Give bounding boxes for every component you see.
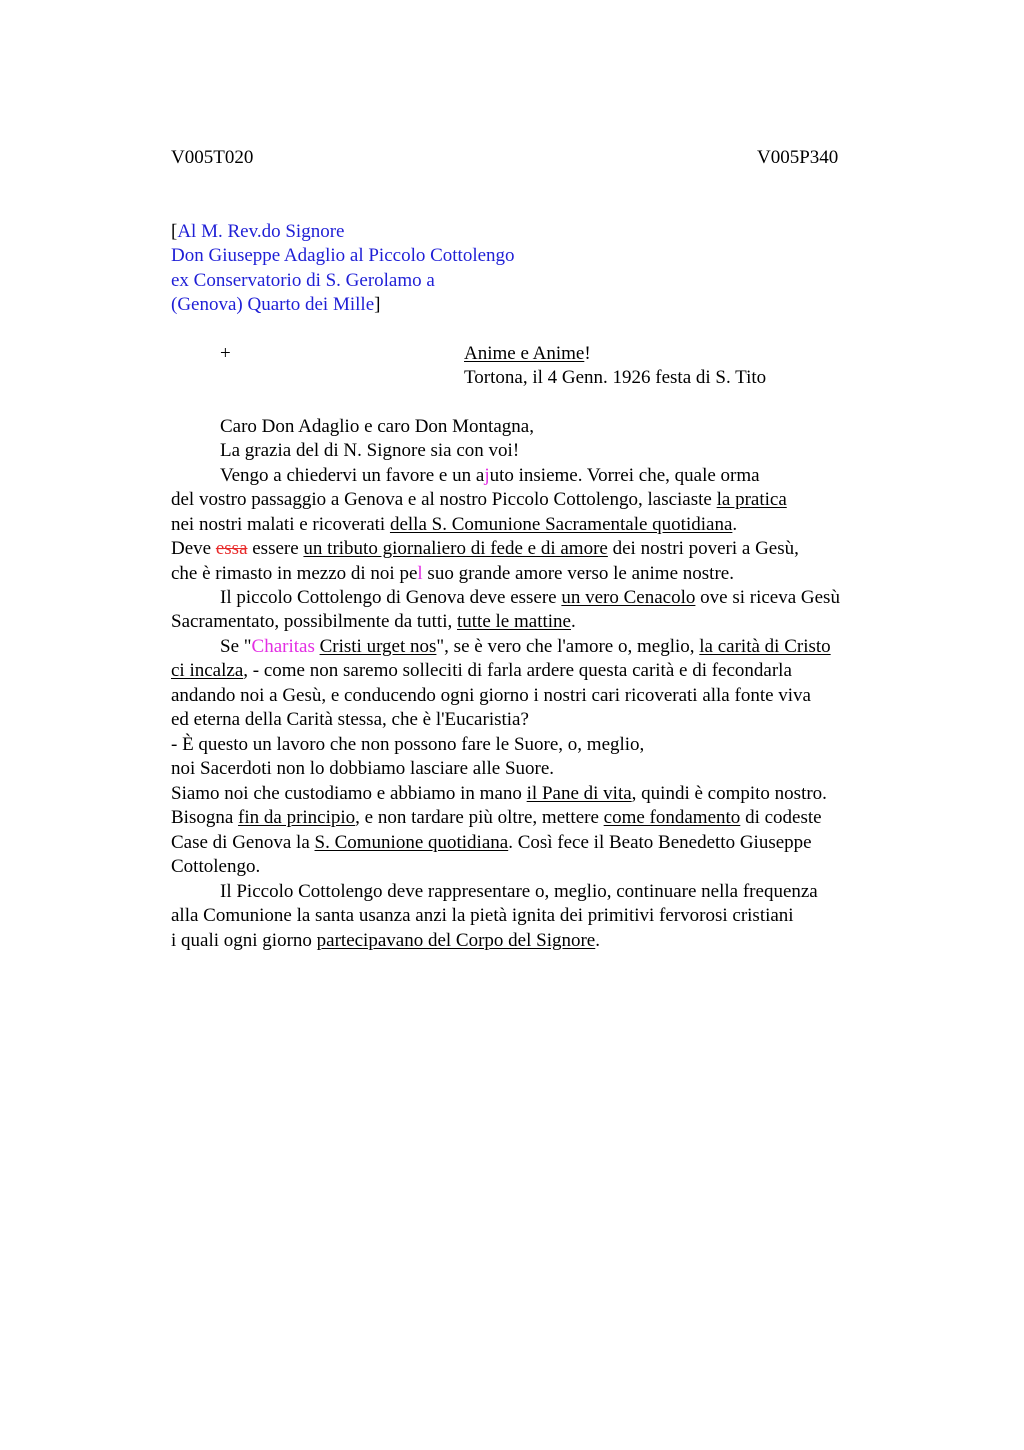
text-run: , quindi è compito nostro. <box>631 783 827 804</box>
text-run: Sacramentato, possibilmente da tutti, <box>171 611 457 632</box>
body-line <box>220 586 840 610</box>
body-line: Cottolengo. <box>171 856 261 877</box>
address-close-bracket: ] <box>374 294 381 315</box>
text-run: . Così fece il Beato Benedetto Giuseppe <box>508 832 812 853</box>
text-run: Vengo a chiedervi un favore e un a <box>220 465 485 486</box>
body-line <box>220 635 831 659</box>
body-line: noi Sacerdoti non lo dobbiamo lasciare alle Suore. <box>171 758 555 779</box>
salutation: Caro Don Adaglio e caro Don Montagna, <box>220 416 534 437</box>
document-code: V005T020 <box>171 147 254 168</box>
body-line: andando noi a Gesù, e conducendo ogni giorno i nostri cari ricoverati alla fonte viva <box>171 685 811 706</box>
place-date: Tortona, il 4 Genn. 1926 festa di S. Tito <box>464 367 767 388</box>
body-line <box>171 831 812 855</box>
text-run: essere <box>247 538 304 559</box>
deleted-word: essa <box>215 538 248 559</box>
underlined-phrase: fin da principio <box>238 807 356 828</box>
text-run: del vostro passaggio a Genova e al nostro Piccolo Cottolengo, lasciaste <box>171 489 717 510</box>
underlined-phrase: un vero Cenacolo <box>561 587 696 608</box>
text-run: i quali ogni giorno <box>171 930 317 951</box>
address-line-3: ex Conservatorio di S. Gerolamo a <box>171 270 435 291</box>
text-run: ove si riceva Gesù <box>695 587 840 608</box>
corrected-letter: l <box>417 563 423 584</box>
text-run: . <box>570 611 576 632</box>
motto-text: Anime e Anime <box>464 343 585 364</box>
body-line <box>171 610 576 634</box>
text-run: Se " <box>220 636 252 657</box>
body-line: alla Comunione la santa usanza anzi la pietà ignita dei primitivi fervorosi cristiani <box>171 905 794 926</box>
motto <box>464 342 591 366</box>
body-line <box>171 806 822 830</box>
text-run: di codeste <box>740 807 822 828</box>
text-run: , e non tardare più oltre, mettere <box>355 807 604 828</box>
page-code: V005P340 <box>757 147 839 168</box>
text-run: nei nostri malati e ricoverati <box>171 514 390 535</box>
text-run: , - come non saremo solleciti di farla ardere questa carità e di fecondarla <box>243 660 792 681</box>
text-run: suo grande amore verso le anime nostre. <box>422 563 734 584</box>
underlined-phrase: ci incalza <box>171 660 244 681</box>
address-line-2: Don Giuseppe Adaglio al Piccolo Cottolengo <box>171 245 515 266</box>
text-run: . <box>732 514 738 535</box>
text-run: Siamo noi che custodiamo e abbiamo in mano <box>171 783 527 804</box>
body-line <box>171 929 600 953</box>
body-line <box>220 464 760 488</box>
underlined-phrase: della S. Comunione Sacramentale quotidiana <box>389 514 733 535</box>
text-run: Deve <box>171 538 216 559</box>
body-line: ed eterna della Carità stessa, che è l'Eucaristia? <box>171 709 529 730</box>
underlined-phrase: un tributo giornaliero di fede e di amore <box>303 538 608 559</box>
address-open-bracket: [ <box>171 221 178 242</box>
underlined-phrase: la pratica <box>716 489 787 510</box>
underlined-phrase: S. Comunione quotidiana <box>314 832 509 853</box>
address-line-4-text: (Genova) Quarto dei Mille <box>171 294 375 315</box>
text-run: che è rimasto in mezzo di noi pe <box>171 563 418 584</box>
address-line-1 <box>171 220 344 244</box>
underlined-phrase: Cristi urget nos <box>319 636 437 657</box>
motto-exclamation: ! <box>584 343 591 364</box>
highlighted-word: Charitas <box>251 636 315 657</box>
body-line <box>171 562 734 586</box>
underlined-phrase: tutte le mattine <box>457 611 571 632</box>
corrected-letter: j <box>484 465 490 486</box>
body-line <box>171 659 792 683</box>
cross-symbol: + <box>220 343 231 364</box>
greeting: La grazia del di N. Signore sia con voi! <box>220 440 520 461</box>
text-run: Bisogna <box>171 807 239 828</box>
underlined-phrase: partecipavano del Corpo del Signore <box>316 930 596 951</box>
text-run: ", se è vero che l'amore o, meglio, <box>436 636 700 657</box>
body-line <box>171 782 827 806</box>
address-line-1-text: Al M. Rev.do Signore <box>177 221 345 242</box>
text-run: dei nostri poveri a Gesù, <box>607 538 799 559</box>
body-line <box>171 513 737 537</box>
text-run: uto insieme. Vorrei che, quale orma <box>489 465 760 486</box>
address-line-4 <box>171 293 380 317</box>
text-run: Case di Genova la <box>171 832 315 853</box>
underlined-phrase: come fondamento <box>603 807 741 828</box>
underlined-phrase: il Pane di vita <box>526 783 632 804</box>
body-line <box>171 537 799 561</box>
body-line: - È questo un lavoro che non possono fare le Suore, o, meglio, <box>171 734 645 755</box>
text-run: . <box>595 930 600 951</box>
body-line: Il Piccolo Cottolengo deve rappresentare o, meglio, continuare nella frequenza <box>220 881 818 902</box>
text-run: Il piccolo Cottolengo di Genova deve essere <box>220 587 562 608</box>
body-line <box>171 488 787 512</box>
underlined-phrase: la carità di Cristo <box>699 636 831 657</box>
